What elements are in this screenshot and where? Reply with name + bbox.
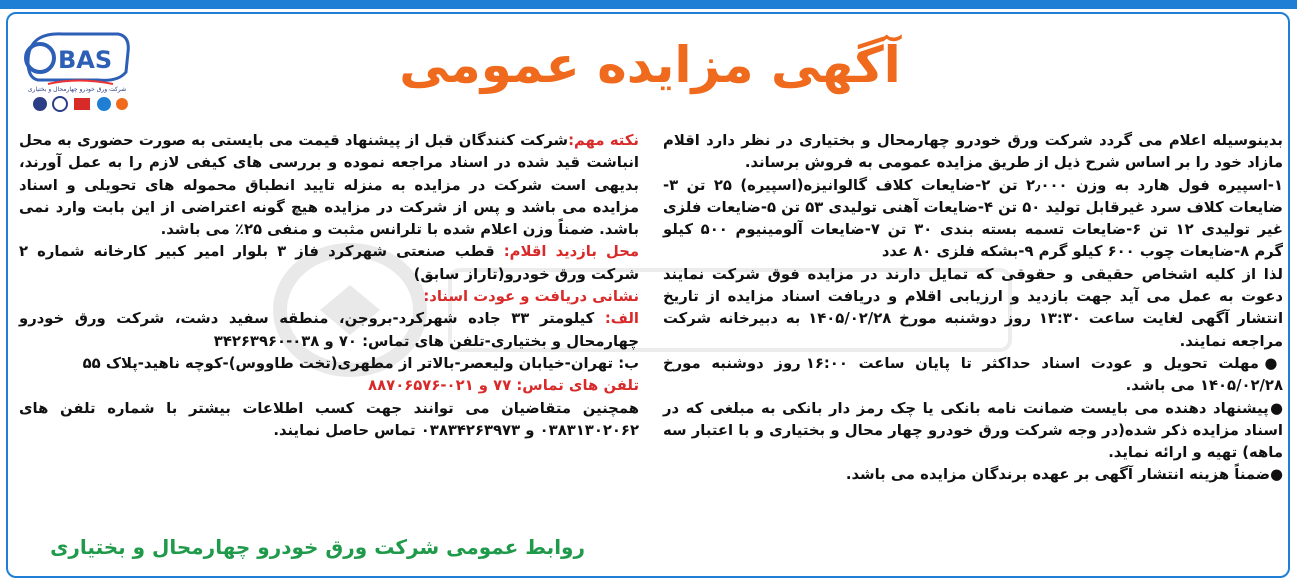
footer-signature: روابط عمومی شرکت ورق خودرو چهارمحال و بختیاری <box>50 535 585 559</box>
intro-paragraph: بدینوسیله اعلام می گردد شرکت ورق خودرو چهارمحال و بختیاری در نظر دارد اقلام مازاد خود را بر اساس شرح ذیل از طریق مزایده عمومی به فروش برساند. <box>663 132 1283 172</box>
note-label: نکته مهم: <box>568 132 639 149</box>
address-heading: نشانی دریافت و عودت اسناد: <box>423 288 639 306</box>
svg-text:BAS: BAS <box>58 46 113 74</box>
more-info-paragraph: همچنین متقاضیان می توانند جهت کسب اطلاعات بیشتر با شماره تلفن های ۰۳۸۳۱۳۰۲۰۶۲ و ۰۳۸۳۴۲۶۳۹۷۳ تماس حاصل نمایند. <box>19 399 639 439</box>
logo-caption: شرکت ورق خودرو چهارمحال و بختیاری <box>27 86 127 93</box>
visit-paragraph <box>19 241 639 286</box>
right-column <box>663 130 1283 487</box>
note-text: شرکت کنندگان قبل از پیشنهاد قیمت می بایستی به صورت حضوری به محل انباشت قید شده در اسناد مراجعه نموده و بررسی های کیفی لازم را به عمل آورند، بدیهی است شرکت در مزایده به منزله تایید انطباق محموله های تحویلی و اسناد مزایده می باشد و پس از شرکت در مزایده هیچ گونه اعتراضی از این بابت وارد نمی باشد. ضمناً وزن اعلام شده با تلرانس مثبت و منفی ۲۵٪ می باشد. <box>19 132 639 239</box>
items-list: ۱-اسپیره فول هارد به وزن ۲٫۰۰۰ تن ۲-ضایعات کلاف گالوانیزه(اسپیره) ۲۵ تن ۳-ضایعات کلاف سرد غیرقابل تولید ۵۰ تن ۴-ضایعات آهنی تولیدی ۵۳ تن ۵-ضایعات فلزی غیر تولیدی ۱۲ تن ۶-ضایعات تسمه بسته بندی ۳۰ تن ۷-ضایعات آلومینیوم ۵۰۰ کیلو گرم ۸-ضایعات چوب ۶۰۰ کیلو گرم ۹-بشکه فلزی ۸۰ عدد <box>663 176 1283 261</box>
alef-address <box>19 308 639 353</box>
cost-bullet: ●ضمناً هزینه انتشار آگهی بر عهده برندگان مزایده می باشد. <box>845 466 1283 484</box>
guarantee-bullet: ●پیشنهاد دهنده می بایست ضمانت نامه بانکی یا چک رمز دار بانکی به مبلغی که در اسناد مزایده ذکر شده(در وجه شرکت ورق خودرو چهار محال و بختیاری و با اعتبار سه ماهه) تهیه و ارائه نماید. <box>663 399 1283 462</box>
invite-paragraph: لذا از کلیه اشخاص حقیقی و حقوقی که تمایل دارند در مزایده فوق شرکت نمایند دعوت به عمل می آید جهت بازدید و ارزیابی اقلام و دریافت اسناد مزایده از تاریخ انتشار آگهی لغایت ساعت ۱۳:۳۰ روز دوشنبه مورخ ۱۴۰۵/۰۲/۲۸ به دبیرخانه شرکت مراجعه نمایند. <box>663 265 1284 350</box>
visit-label: محل بازدید اقلام: <box>503 243 640 261</box>
alef-label: الف: <box>604 310 639 328</box>
tehran-address: ب: تهران-خیابان ولیعصر-بالاتر از مطهری(تخت طاووس)-کوچه ناهید-پلاک ۵۵ <box>82 354 639 372</box>
ad-title: آگهی مزایده عمومی <box>399 36 901 94</box>
note-paragraph <box>19 130 639 241</box>
logo-graphic <box>18 22 136 122</box>
company-logo <box>18 22 136 122</box>
visit-text: قطب صنعتی شهرکرد فاز ۳ بلوار امیر کبیر کارخانه شماره ۲ شرکت ورق خودرو(تاراز سابق) <box>19 243 639 283</box>
phones-text: ۷۷ و ۰۲۱-۸۸۷۰۶۵۷۶ <box>368 377 512 395</box>
phones-label: تلفن های تماس: <box>516 377 639 395</box>
left-column <box>19 130 639 442</box>
alef-text: کیلومتر ۳۳ جاده شهرکرد-بروجن، منطقه سفید دشت، شرکت ورق خودرو چهارمحال و بختیاری-تلفن های تماس: ۷۰ و ۰۳۸-۳۴۲۶۳۹۶۰ <box>19 310 639 350</box>
top-color-bar <box>0 0 1297 9</box>
phones-line <box>19 375 639 397</box>
deadline-bullet: ●مهلت تحویل و عودت اسناد حداکثر تا پایان ساعت ۱۶:۰۰ روز دوشنبه مورخ ۱۴۰۵/۰۲/۲۸ می باشد. <box>663 354 1283 395</box>
